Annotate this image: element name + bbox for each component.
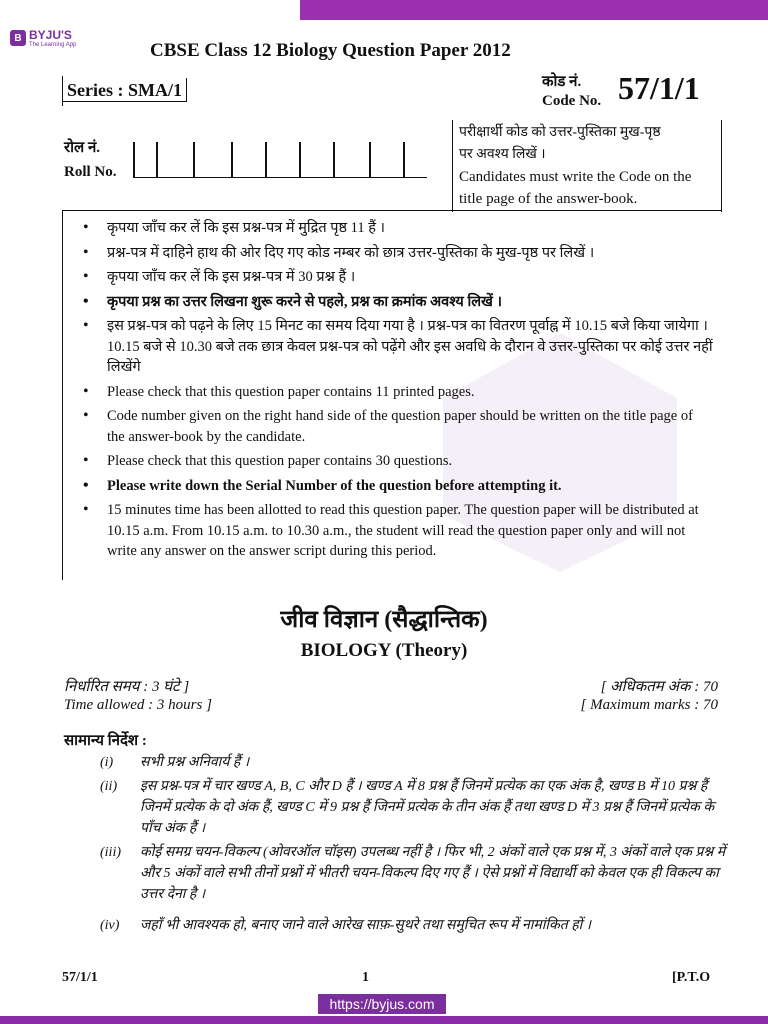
- general-instruction-item: [100, 915, 730, 936]
- roll-box-divider: [369, 142, 371, 178]
- bottom-accent-bar: [0, 1016, 768, 1024]
- footer-code: 57/1/1: [62, 970, 98, 985]
- instruction-item: • इस प्रश्न-पत्र को पढ़ने के लिए 15 मिनट का समय दिया गया है । प्रश्न-पत्र का वितरण पूर्वाह्न में 10.15 बजे किया जायेगा । 10.15 बजे से 10.30 बजे तक छात्र केवल प्रश्न-पत्र को पढ़ेंगे और इस अवधि के दौरान वे उत्तर-पुस्तिका पर कोई उत्तर नहीं लिखेंगे: [75, 316, 714, 378]
- top-bar-blank: [0, 0, 300, 20]
- byjus-url-link[interactable]: https://byjus.com: [318, 994, 446, 1014]
- code-note-english: Candidates must write the Code on the title page of the answer-book.: [459, 169, 692, 207]
- code-instruction-box: [452, 120, 722, 212]
- code-label-hindi: कोड नं.: [542, 74, 582, 90]
- roll-box-divider: [156, 142, 158, 178]
- roll-number-boxes[interactable]: [133, 140, 427, 180]
- item-number: (ii): [100, 779, 118, 794]
- max-marks-hindi: [ अधिकतम अंक : 70: [600, 679, 718, 695]
- item-number: (i): [100, 755, 114, 770]
- instruction-item: • कृपया जाँच कर लें कि इस प्रश्न-पत्र में मुद्रित पृष्ठ 11 हैं ।: [75, 218, 714, 239]
- page-number: 1: [362, 970, 369, 985]
- roll-box-divider: [231, 142, 233, 178]
- instruction-item: • 15 minutes time has been allotted to read this question paper. The question paper will be distributed at 10.15 a.m. From 10.15 a.m. to 10.30 a.m., the student will read the question paper only and will not write any answer on the answer script during this period.: [75, 500, 714, 562]
- general-instruction-item: [100, 776, 730, 839]
- subject-title-english: BIOLOGY (Theory): [300, 640, 468, 661]
- roll-box-divider: [193, 142, 195, 178]
- instruction-item: • प्रश्न-पत्र में दाहिने हाथ की ओर दिए गए कोड नम्बर को छात्र उत्तर-पुस्तिका के मुख-पृष्ठ पर लिखें ।: [75, 243, 714, 264]
- pto-label: [P.T.O: [672, 970, 711, 985]
- instruction-item: • कृपया जाँच कर लें कि इस प्रश्न-पत्र में 30 प्रश्न हैं ।: [75, 267, 714, 288]
- item-text: सभी प्रश्न अनिवार्य हैं ।: [140, 755, 250, 770]
- roll-box-divider: [299, 142, 301, 178]
- series-label: Series : SMA/1: [62, 78, 187, 102]
- item-text: जहाँ भी आवश्यक हो, बनाए जाने वाले आरेख साफ़-सुथरे तथा समुचित रूप में नामांकित हों ।: [140, 918, 592, 933]
- roll-box-divider: [265, 142, 267, 178]
- roll-box-divider: [133, 142, 135, 178]
- instruction-item: • Code number given on the right hand side of the question paper should be written on the title page of the answer-book by the candidate.: [75, 406, 714, 447]
- instructions-box: [62, 210, 722, 580]
- instruction-item: • कृपया प्रश्न का उत्तर लिखना शुरू करने से पहले, प्रश्न का क्रमांक अवश्य लिखें ।: [75, 292, 714, 313]
- subject-title-hindi: जीव विज्ञान (सैद्धान्तिक): [280, 607, 488, 633]
- roll-label-hindi: रोल नं.: [64, 140, 101, 156]
- item-number: (iv): [100, 918, 120, 933]
- item-text: इस प्रश्न-पत्र में चार खण्ड A, B, C और D हैं । खण्ड A में 8 प्रश्न हैं जिनमें प्रत्येक का एक अंक है, खण्ड B में 10 प्रश्न हैं जिनमें प्रत्येक के दो अंक हैं, खण्ड C में 9 प्रश्न हैं जिनमें प्रत्येक के तीन अंक हैं तथा खण्ड D में 3 प्रश्न हैं जिनमें प्रत्येक के पाँच अंक हैं ।: [140, 779, 715, 836]
- brand-tagline: The Learning App: [29, 42, 77, 48]
- time-allowed-english: Time allowed : 3 hours ]: [64, 697, 212, 713]
- item-number: (iii): [100, 845, 121, 860]
- page-title: CBSE Class 12 Biology Question Paper 2012: [150, 40, 511, 61]
- code-number: 57/1/1: [618, 70, 700, 106]
- code-label: [542, 73, 601, 111]
- max-marks-english: [ Maximum marks : 70: [580, 697, 718, 713]
- brand-logo-icon: B: [10, 30, 26, 46]
- time-allowed-hindi: निर्धारित समय : 3 घंटे ]: [64, 679, 190, 695]
- roll-box-divider: [403, 142, 405, 178]
- instruction-item: • Please check that this question paper contains 11 printed pages.: [75, 382, 714, 403]
- code-note-hindi-2: पर अवश्य लिखें ।: [459, 147, 546, 162]
- brand-logo[interactable]: [10, 28, 76, 48]
- general-instructions-list: [100, 752, 730, 939]
- code-note-hindi-1: परीक्षार्थी कोड को उत्तर-पुस्तिका मुख-पृष्ठ: [459, 125, 661, 140]
- instruction-item: • Please check that this question paper contains 30 questions.: [75, 451, 714, 472]
- general-instruction-item: [100, 842, 730, 905]
- roll-box-baseline: [133, 177, 427, 178]
- code-label-english: Code No.: [542, 93, 602, 109]
- brand-name: BYJU'S: [29, 28, 72, 42]
- roll-box-divider: [333, 142, 335, 178]
- instruction-item: • Please write down the Serial Number of the question before attempting it.: [75, 476, 714, 497]
- item-text: कोई समग्र चयन-विकल्प (ओवरऑल चॉइस) उपलब्ध नहीं है । फिर भी, 2 अंकों वाले एक प्रश्न में, 3 अंकों वाले एक प्रश्न में और 5 अंकों वाले सभी तीनों प्रश्नों में भीतरी चयन-विकल्प दिए गए हैं । ऐसे प्रश्नों में विद्यार्थी को केवल एक ही विकल्प का उत्तर देना है ।: [140, 845, 726, 902]
- general-instruction-item: [100, 752, 730, 773]
- roll-label: [64, 136, 117, 184]
- general-instructions-heading: सामान्य निर्देश :: [64, 733, 147, 749]
- roll-label-english: Roll No.: [64, 164, 117, 180]
